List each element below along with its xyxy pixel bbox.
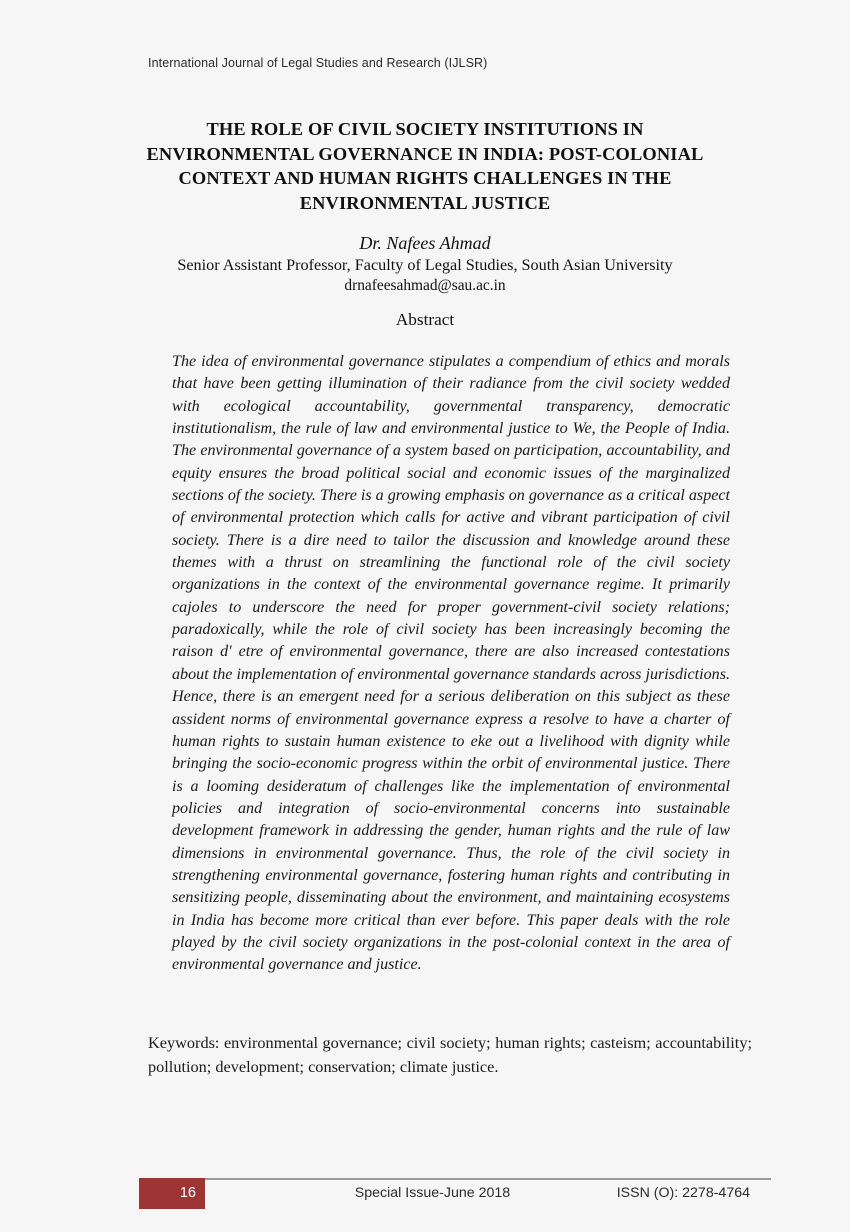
running-head: International Journal of Legal Studies and Research (IJLSR) [148,56,488,70]
keywords-line: Keywords: environmental governance; civil society; human rights; casteism; accountability; pollution; development; conservation; climate justice. [148,1033,752,1076]
author-email[interactable]: drnafeesahmad@sau.ac.in [344,277,506,294]
title-line: ENVIRONMENTAL GOVERNANCE IN INDIA: POST-COLONIAL [146,143,704,164]
title-line: ENVIRONMENTAL JUSTICE [299,192,551,213]
title-line: THE ROLE OF CIVIL SOCIETY INSTITUTIONS IN [206,119,644,139]
abstract-body: The idea of environmental governance stipulates a compendium of ethics and morals that have been getting illumination of their radiance from the civil society wedded with ecological accountability, governmental transparency, democratic institutionalism, the rule of law and environmental justice to We, the People of India. The environmental governance of a system based on participation, accountability, and equity ensures the broad political social and economic issues of the marginalized sections of the society. There is a growing emphasis on governance as a critical aspect of environmental protection which calls for active and vibrant participation of civil society. There is a dire need to tailor the discussion and knowledge around these themes with a thrust on streamlining the functional role of the civil society organizations in the context of the environmental governance regime. It primarily cajoles to underscore the need for proper government-civil society relations; paradoxically, while the role of civil society has been increasingly becoming the raison d' etre of environmental governance, there are also increased contestations about the implementation of environmental governance standards across jurisdictions. Hence, there is an emergent need for a serious deliberation on this subject as these assident norms of environmental governance express a resolve to have a charter of human rights to sustain human existence to eke out a livelihood with dignity while bringing the socio-economic progress within the orbit of environmental justice. There is a looming desideratum of challenges like the implementation of environmental policies and integration of socio-environmental concerns into sustainable development framework in addressing the gender, human rights and the rule of law dimensions in environmental governance. Thus, the role of the civil society in strengthening environmental governance, fostering human rights and contributing in sensitizing people, disseminating about the environment, and maintaining ecosystems in India has become more critical than ever before. This paper deals with the role played by the civil society organizations in the post-colonial context in the area of environmental governance and justice. [172,353,730,974]
page-number-badge [139,1178,205,1209]
author-block [105,231,745,296]
page-number: 16 [179,1185,196,1201]
author-affiliation: Senior Assistant Professor, Faculty of Legal Studies, South Asian University [177,256,673,274]
author-name: Dr. Nafees Ahmad [359,233,491,253]
abstract-heading: Abstract [395,310,455,329]
page-title [105,117,745,215]
page-footer [0,1172,850,1232]
footer-divider [204,1178,771,1180]
footer-issn: ISSN (O): 2278-4764 [616,1185,750,1201]
title-line: CONTEXT AND HUMAN RIGHTS CHALLENGES IN THE [178,168,672,189]
footer-issue: Special Issue-June 2018 [354,1185,511,1201]
